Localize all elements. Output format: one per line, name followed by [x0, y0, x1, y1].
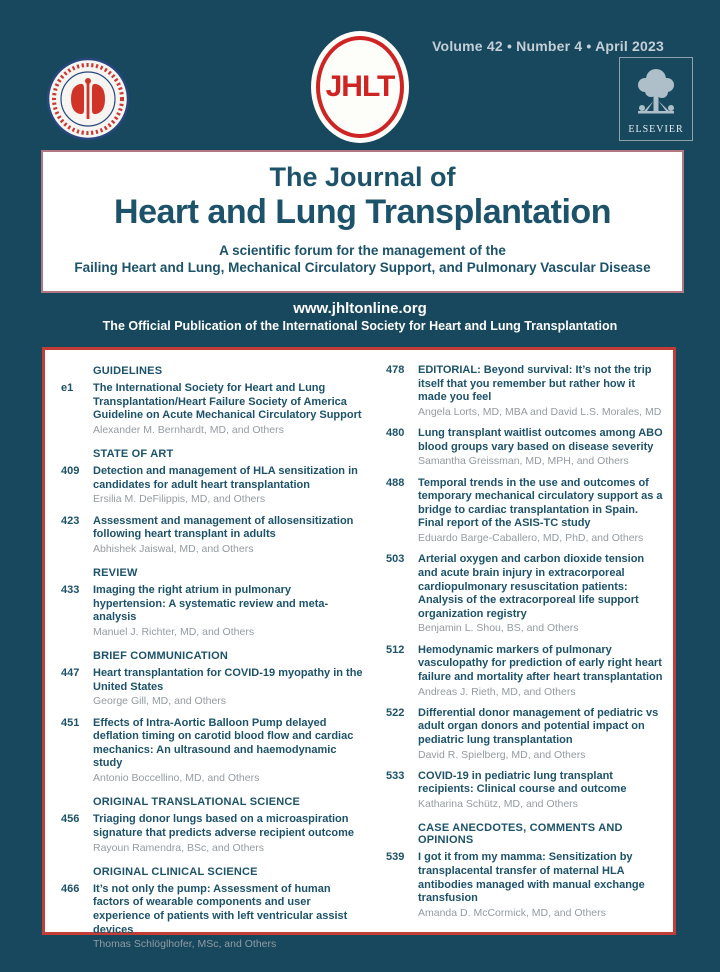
article-title: Detection and management of HLA sensitization in candidates for adult heart transplantation [93, 465, 358, 491]
article-title: It’s not only the pump: Assessment of human factors of wearable components and user experience of patients with left ventricular assist devices [93, 882, 348, 936]
page-number: 423 [61, 514, 80, 527]
article-title: COVID-19 in pediatric lung transplant recipients: Clinical course and outcome [418, 769, 627, 796]
official-publication-line: The Official Publication of the International Society for Heart and Lung Transplantation [102, 319, 618, 333]
page-number: 539 [386, 851, 405, 864]
publication-info [0, 300, 720, 333]
page-number: 466 [61, 882, 80, 895]
article-title: I got it from my mamma: Sensitization by transplacental transfer of maternal HLA antibodies managed with manual exchange transfusion [418, 851, 645, 905]
article-title: Assessment and management of allosensitization following heart transplant in adults [93, 514, 354, 541]
toc-section [61, 567, 366, 639]
journal-title-line2: Heart and Lung Transplantation [114, 192, 611, 231]
page-number: 488 [386, 476, 405, 489]
toc-entry [61, 515, 366, 556]
section-header: CASE ANECDOTES, COMMENTS AND OPINIONS [418, 822, 623, 847]
toc-entry-body [93, 515, 366, 556]
article-title: Temporal trends in the use and outcomes of temporary mechanical circulatory support as a bridge to cardiac transplantation in Spain. Final report of the ASIS-TC study [418, 476, 663, 530]
toc-section [61, 650, 366, 785]
toc-entry-body [418, 707, 663, 762]
article-authors: Antonio Boccellino, MD, and Others [93, 772, 260, 785]
toc-section [61, 866, 366, 952]
jhlt-logo-text: JHLT [325, 70, 395, 103]
article-title: Arterial oxygen and carbon dioxide tension and acute brain injury in extracorporeal cardiopulmonary resuscitation patients: Analysis of the extracorporeal life support organization registry [418, 553, 645, 620]
article-title: EDITORIAL: Beyond survival: It’s not the trip itself that you remember but rather how it made you feel [418, 364, 652, 404]
toc-entry [61, 813, 366, 854]
article-authors: Manuel J. Richter, MD, and Others [93, 625, 255, 638]
ishlt-seal-logo [46, 57, 130, 141]
journal-website-url: www.jhltonline.org [293, 300, 427, 317]
toc-entry-body [93, 717, 366, 786]
article-authors: Thomas Schlöglhofer, MSc, and Others [93, 938, 277, 951]
toc-entry-body [93, 465, 366, 506]
elsevier-logo [619, 57, 693, 141]
toc-entry [61, 717, 366, 786]
article-authors: Abhishek Jaiswal, MD, and Others [93, 542, 254, 555]
toc-section [61, 448, 366, 556]
article-title: Differential donor management of pediatric vs adult organ donors and potential impact on pediatric lung transplantation [418, 706, 659, 746]
toc-entry-body [418, 477, 663, 546]
toc-entry-body [418, 770, 663, 811]
section-header: REVIEW [93, 567, 138, 580]
section-header: ORIGINAL TRANSLATIONAL SCIENCE [93, 796, 301, 809]
article-authors: Rayoun Ramendra, BSc, and Others [93, 841, 265, 854]
article-title: Heart transplantation for COVID-19 myopathy in the United States [93, 667, 363, 693]
article-authors: Benjamin L. Shou, BS, and Others [418, 622, 579, 635]
toc-section [61, 796, 366, 854]
article-authors: David R. Spielberg, MD, and Others [418, 748, 586, 761]
toc-entry-body [93, 667, 366, 708]
page-number: e1 [61, 382, 74, 394]
toc-left-column [61, 364, 366, 951]
page-number: 512 [386, 643, 405, 656]
toc-entry [386, 851, 663, 920]
table-of-contents-box [42, 347, 676, 951]
toc-entry [61, 382, 366, 437]
toc-section [386, 822, 663, 920]
article-authors: Katharina Schütz, MD, and Others [418, 798, 578, 811]
section-header: GUIDELINES [93, 365, 163, 377]
elsevier-label: ELSEVIER [628, 124, 684, 135]
toc-entry-body [418, 851, 663, 920]
journal-subtitle-line2: Failing Heart and Lung, Mechanical Circulatory Support, and Pulmonary Vascular Disease [74, 260, 651, 276]
article-title: Hemodynamic markers of pulmonary vasculopathy for prediction of early right heart failure and mortality after heart transplantation [418, 643, 663, 683]
article-authors: Samantha Greissman, MD, MPH, and Others [418, 455, 629, 468]
toc-entry [386, 644, 663, 699]
toc-entry [386, 364, 663, 419]
toc-entry-body [418, 644, 663, 699]
article-title: The International Society for Heart and Lung Transplantation/Heart Failure Society of America Guideline on Acute Mechanical Circulatory Support [93, 382, 362, 422]
page-number: 503 [386, 553, 405, 566]
volume-issue-line: Volume 42 • Number 4 • April 2023 [432, 38, 664, 54]
toc-entry [61, 584, 366, 639]
page-number: 533 [386, 769, 405, 782]
toc-right-column [386, 364, 663, 932]
toc-entry-body [93, 813, 366, 854]
article-authors: Andreas J. Rieth, MD, and Others [418, 685, 576, 698]
article-title: Imaging the right atrium in pulmonary hypertension: A systematic review and meta-analysis [93, 584, 329, 624]
journal-subtitle-line1: A scientific forum for the management of the [219, 242, 506, 258]
section-header: STATE OF ART [93, 448, 174, 461]
toc-entry [386, 427, 663, 468]
journal-title-line1: The Journal of [269, 162, 456, 192]
article-title: Triaging donor lungs based on a microaspiration signature that predicts adverse recipient outcome [93, 813, 355, 839]
jhlt-logo [311, 31, 409, 143]
toc-entry [386, 707, 663, 762]
page-number: 480 [386, 427, 405, 440]
article-authors: George Gill, MD, and Others [93, 695, 227, 708]
toc-entry-body [418, 364, 663, 419]
page-number: 478 [386, 364, 405, 376]
toc-entry-body [418, 553, 663, 635]
toc-entry [386, 477, 663, 546]
toc-entry [61, 465, 366, 506]
page-number: 456 [61, 813, 80, 826]
article-authors: Eduardo Barge-Caballero, MD, PhD, and Others [418, 532, 644, 545]
toc-entry-body [93, 883, 366, 952]
elsevier-tree-icon [632, 67, 680, 121]
toc-entry [61, 883, 366, 952]
page-number: 451 [61, 716, 80, 729]
article-authors: Alexander M. Bernhardt, MD, and Others [93, 423, 284, 436]
ishlt-seal-icon [46, 57, 130, 141]
section-header: BRIEF COMMUNICATION [93, 650, 228, 663]
toc-entry-body [93, 382, 366, 437]
toc-section [61, 365, 366, 437]
page-number: 522 [386, 706, 405, 719]
page-number: 433 [61, 584, 80, 597]
journal-masthead [41, 150, 684, 293]
article-authors: Ersilia M. DeFilippis, MD, and Others [93, 493, 266, 506]
section-header: ORIGINAL CLINICAL SCIENCE [93, 865, 258, 878]
toc-entry-body [418, 427, 663, 468]
toc-entry [386, 553, 663, 635]
page-number: 409 [61, 465, 80, 478]
page-number: 447 [61, 667, 80, 680]
article-title: Effects of Intra-Aortic Balloon Pump delayed deflation timing on carotid blood flow and cardiac mechanics: An ultrasound and haemodynamic study [93, 716, 354, 770]
toc-section [386, 364, 663, 811]
article-title: Lung transplant waitlist outcomes among ABO blood groups vary based on disease severity [418, 427, 663, 453]
toc-entry [61, 667, 366, 708]
toc-entry [386, 770, 663, 811]
article-authors: Angela Lorts, MD, MBA and David L.S. Morales, MD [418, 405, 662, 418]
article-authors: Amanda D. McCormick, MD, and Others [418, 906, 606, 919]
toc-entry-body [93, 584, 366, 639]
